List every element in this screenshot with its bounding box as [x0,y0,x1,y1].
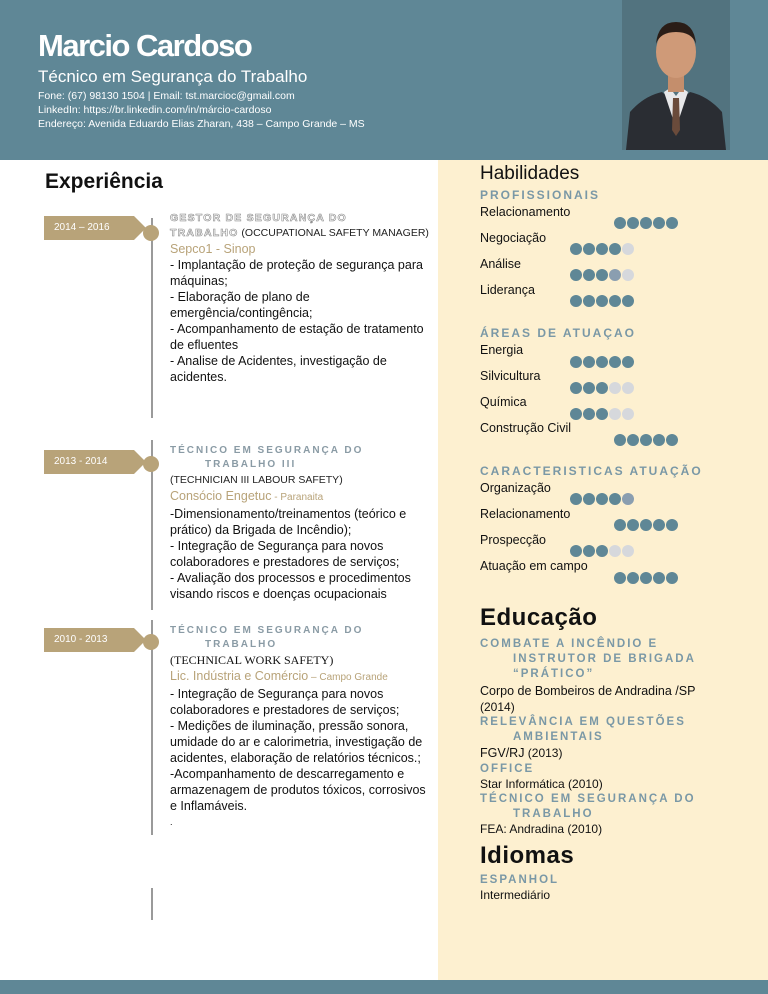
course-line: OFFICE [480,763,535,775]
rating-dot [627,572,639,584]
footer-bar [0,980,768,994]
rating-dot [627,217,639,229]
rating-dot [640,434,652,446]
education-institution [480,746,562,760]
job-duty: - Implantação de proteção de segurança para máquinas; [170,258,423,288]
rating-dot [640,572,652,584]
rating-dot [596,356,608,368]
rating-dot [609,545,621,557]
rating-dot [570,382,582,394]
job-dates: 2013 - 2014 [54,456,108,467]
skill-rating [570,355,635,368]
skill-label: Relacionamento [480,507,571,521]
course-line: RELEVÂNCIA EM QUESTÕES [480,716,686,728]
contact-linkedin: LinkedIn: https://br.linkedin.com/in/márcio-cardoso [38,104,272,116]
course-line: TRABALHO [513,808,594,820]
job-duty: - Medições de iluminação, pressão sonora, umidade do ar e calorimetria, investigação de acidentes, elaboração de relatórios técnicos.; [170,719,423,765]
rating-dot [609,493,621,505]
skill-rating [614,518,679,531]
job-location: – Campo Grande [308,672,388,683]
skill-label: Liderança [480,283,535,297]
rating-dot [614,217,626,229]
job-title-cont: TRABALHO [205,639,278,650]
rating-dot [596,269,608,281]
skill-label: Construção Civil [480,421,572,435]
rating-dot [596,382,608,394]
skill-rating [614,571,679,584]
education-course [480,792,696,822]
rating-dot [596,408,608,420]
job-duty: - Elaboração de plano de emergência/contingência; [170,290,313,320]
rating-dot [653,434,665,446]
contact-address: Endereço: Avenida Eduardo Elias Zharan, 438 – Campo Grande – MS [38,118,365,130]
rating-dot [609,243,621,255]
rating-dot [622,356,634,368]
rating-dot [614,519,626,531]
rating-dot [596,493,608,505]
rating-dot [583,356,595,368]
skill-rating [570,381,635,394]
timeline-dot [143,456,159,472]
course-line: COMBATE A INCÊNDIO E [480,638,659,650]
rating-dot [640,519,652,531]
job-duty: - Integração de Segurança para novos colaboradores e prestadores de serviços; [170,687,400,717]
institution-name: FGV/RJ [480,746,525,760]
skill-rating [570,407,635,420]
rating-dot [583,243,595,255]
rating-dot [583,269,595,281]
languages-heading: Idiomas [480,842,575,869]
rating-dot [622,382,634,394]
date-tag [44,450,146,474]
education-institution: Corpo de Bombeiros de Andradina /SP [480,684,696,698]
education-institution: Star Informática (2010) [480,777,603,791]
timeline-segment [151,620,153,835]
job-dates: 2014 – 2016 [54,222,110,233]
job-title-en: (TECHNICAL WORK SAFETY) [170,653,334,667]
rating-dot [570,243,582,255]
rating-dot [596,243,608,255]
skill-rating [570,492,635,505]
rating-dot [653,217,665,229]
skill-label: Relacionamento [480,205,571,219]
rating-dot [622,243,634,255]
rating-dot [614,572,626,584]
job-duty: -Acompanhamento de descarregamento e armazenagem de produtos tóxicos, corrosivos e Inflamáveis. [170,767,426,813]
skill-rating [570,242,635,255]
rating-dot [653,572,665,584]
education-institution: FEA: Andradina (2010) [480,822,603,836]
rating-dot [596,295,608,307]
contact-phone-email: Fone: (67) 98130 1504 | Email: tst.marcioc@gmail.com [38,90,295,102]
skill-rating [614,216,679,229]
skill-rating [570,544,635,557]
job-entry [170,211,435,385]
job-entry [170,624,435,830]
course-line: INSTRUTOR DE BRIGADA [513,653,696,665]
rating-dot [614,434,626,446]
rating-dot [627,519,639,531]
job-title: TÉCNICO EM SEGURANÇA DO [170,625,364,636]
skill-rating [570,268,635,281]
header-banner [0,0,768,160]
rating-dot [622,493,634,505]
skill-label: Silvicultura [480,369,541,383]
skill-category: PROFISSIONAIS [480,188,601,202]
rating-dot [570,408,582,420]
skill-rating [570,294,635,307]
education-course [480,715,686,745]
rating-dot [622,269,634,281]
job-company: Sepco1 - Sinop [170,242,256,256]
course-line: AMBIENTAIS [513,731,604,743]
job-title-cont: TRABALHO [170,227,239,239]
job-dates: 2010 - 2013 [54,634,108,645]
timeline-dot [143,634,159,650]
rating-dot [653,519,665,531]
rating-dot [570,545,582,557]
rating-dot [570,356,582,368]
skill-label: Química [480,395,527,409]
skill-label: Prospecção [480,533,547,547]
rating-dot [570,493,582,505]
job-title-en: (OCCUPATIONAL SAFETY MANAGER) [238,227,429,239]
candidate-name: Marcio Cardoso [38,28,252,63]
rating-dot [609,408,621,420]
education-year: (2013) [524,746,563,760]
education-course [480,637,696,682]
education-heading: Educação [480,604,598,631]
job-title: TÉCNICO EM SEGURANÇA DO [170,445,364,456]
skill-label: Organização [480,481,551,495]
skill-label: Atuação em campo [480,559,588,573]
job-company: Consócio Engetuc [170,489,272,503]
experience-heading: Experiência [45,170,163,193]
rating-dot [666,434,678,446]
job-title-cont: TRABALHO III [205,459,297,470]
rating-dot [640,217,652,229]
skill-label: Negociação [480,231,547,245]
education-year: (2014) [480,700,515,714]
rating-dot [666,217,678,229]
timeline-segment [151,888,153,920]
job-duty: -Dimensionamento/treinamentos (teórico e prático) da Brigada de Incêndio); [170,507,407,537]
rating-dot [622,545,634,557]
timeline-segment [151,218,153,418]
date-tag [44,628,146,652]
rating-dot [583,408,595,420]
rating-dot [583,545,595,557]
job-location: - Paranaita [271,492,324,503]
job-duty: - Analise de Acidentes, investigação de acidentes. [170,354,387,384]
timeline-dot [143,225,159,241]
rating-dot [627,434,639,446]
job-title-en: (TECHNICIAN III LABOUR SAFETY) [170,474,343,486]
job-entry [170,444,435,602]
job-title: GESTOR DE SEGURANÇA DO [170,212,347,224]
job-duty: . [170,817,173,827]
rating-dot [666,519,678,531]
rating-dot [609,295,621,307]
rating-dot [609,356,621,368]
skill-rating [614,433,679,446]
education-course [480,762,534,777]
skill-category: ÁREAS DE ATUAÇAO [480,326,637,340]
course-line: “PRÁTICO” [513,668,595,680]
rating-dot [609,382,621,394]
skill-label: Análise [480,257,521,271]
language-level: Intermediário [480,888,551,902]
rating-dot [596,545,608,557]
rating-dot [583,493,595,505]
rating-dot [583,382,595,394]
rating-dot [666,572,678,584]
rating-dot [583,295,595,307]
job-duty: - Integração de Segurança para novos colaboradores e prestadores de serviços; [170,539,400,569]
job-duty: - Avaliação dos processos e procedimentos visando riscos e doenças ocupacionais [170,571,411,601]
job-company: Lic. Indústria e Comércio [170,669,309,683]
job-duty: - Acompanhamento de estação de tratamento de efluentes [170,322,424,352]
course-line: TÉCNICO EM SEGURANÇA DO [480,793,696,805]
rating-dot [622,295,634,307]
rating-dot [570,269,582,281]
rating-dot [570,295,582,307]
skill-label: Energia [480,343,524,357]
rating-dot [622,408,634,420]
language-name: ESPANHOL [480,874,560,886]
rating-dot [609,269,621,281]
skill-category: CARACTERISTICAS ATUAÇÃO [480,464,703,478]
candidate-role: Técnico em Segurança do Trabalho [38,67,308,86]
date-tag [44,216,146,240]
skills-heading: Habilidades [480,163,580,184]
profile-photo [622,0,730,150]
